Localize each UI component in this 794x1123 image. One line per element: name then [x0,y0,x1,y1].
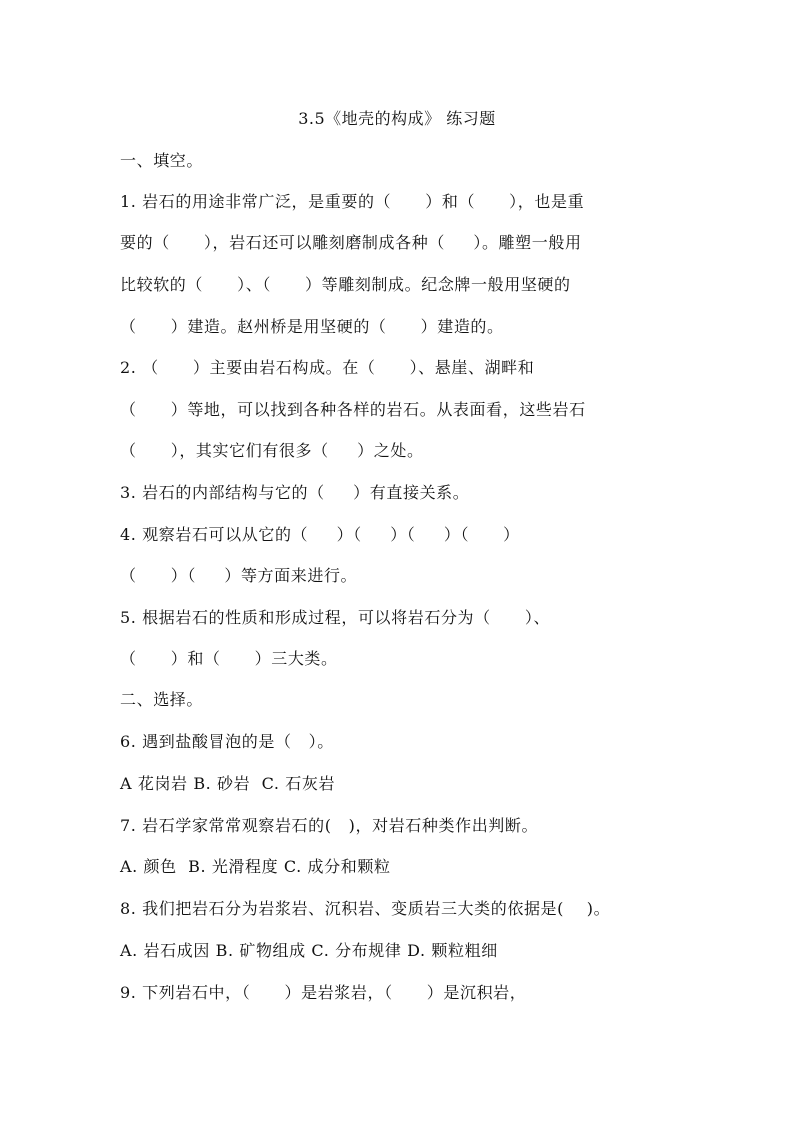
answer-options: A 花岗岩 B. 砂岩 C. 石灰岩 [120,774,336,793]
section-heading-choice: 二、选择。 [120,690,204,709]
answer-options: A. 颜色 B. 光滑程度 C. 成分和颗粒 [120,857,391,876]
question-line: （ ）等地，可以找到各种各样的岩石。从表面看，这些岩石 [120,400,586,419]
document-title: 3.5《地壳的构成》 练习题 [298,109,496,128]
question-line: 9. 下列岩石中，（ ）是岩浆岩，（ ）是沉积岩， [120,983,527,1002]
section-heading-fill-in: 一、填空。 [120,151,204,170]
question-line: 4. 观察岩石可以从它的（ ）（ ）（ ）（ ） [120,525,520,544]
question-line: 3. 岩石的内部结构与它的（ ）有直接关系。 [120,483,470,502]
question-line: 比较软的（ ）、（ ）等雕刻制成。纪念牌一般用坚硬的 [120,275,571,294]
question-line: 7. 岩石学家常常观察岩石的( )，对岩石种类作出判断。 [120,816,539,835]
question-line: 8. 我们把岩石分为岩浆岩、沉积岩、变质岩三大类的依据是( )。 [120,899,611,918]
question-line: （ ）建造。赵州桥是用坚硬的（ ）建造的。 [120,317,504,336]
question-line: 要的（ ），岩石还可以雕刻磨制成各种（ ）。雕塑一般用 [120,233,582,252]
answer-options: A. 岩石成因 B. 矿物组成 C. 分布规律 D. 颗粒粗细 [120,941,498,960]
question-line: 6. 遇到盐酸冒泡的是（ ）。 [120,732,334,751]
question-line: 2. （ ）主要由岩石构成。在（ ）、悬崖、湖畔和 [120,358,535,377]
question-line: （ ）和（ ）三大类。 [120,649,338,668]
question-line: 5. 根据岩石的性质和形成过程，可以将岩石分为（ ）、 [120,608,551,627]
question-line: 1. 岩石的用途非常广泛，是重要的（ ）和（ ），也是重 [120,192,585,211]
question-line: （ ）（ ）等方面来进行。 [120,566,358,585]
question-line: （ ），其实它们有很多（ ）之处。 [120,441,424,460]
